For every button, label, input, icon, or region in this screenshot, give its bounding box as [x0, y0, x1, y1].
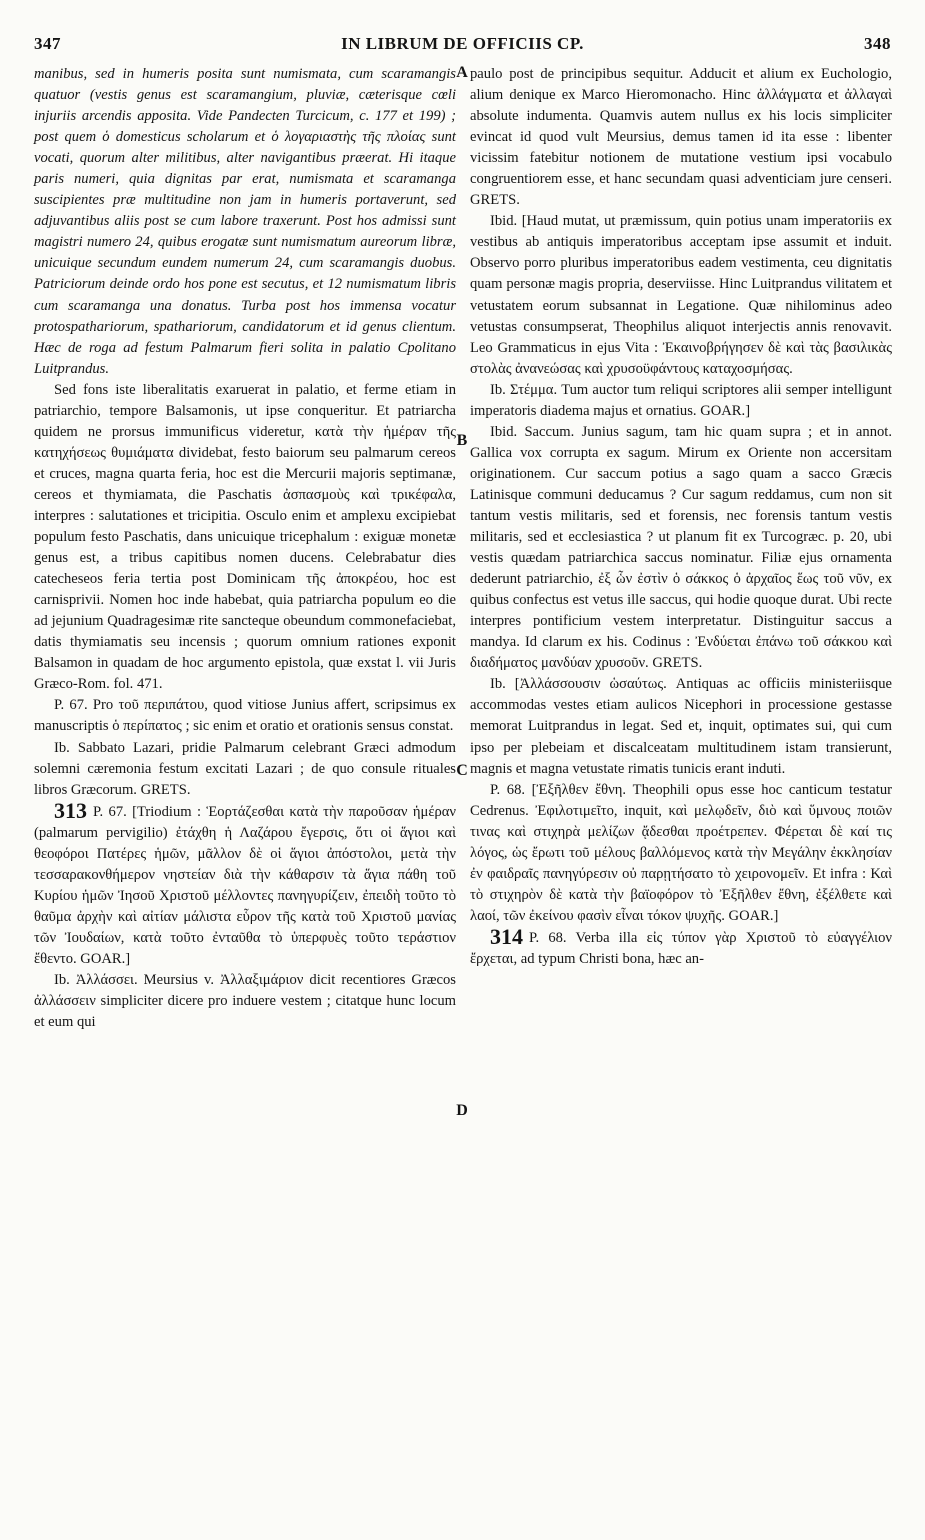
- paragraph: Ib. Sabbato Lazari, pridie Palmarum celebrant Græci admodum solemni cæremonia festum excitati Lazari ; de quo consule rituales libros Græcorum. GRETS.: [34, 739, 456, 798]
- margin-letter-d: D: [456, 1102, 468, 1119]
- note-number: 313: [54, 797, 87, 823]
- paragraph: Ibid. [Haud mutat, ut præmissum, quin potius unam imperatoriis ex vestibus ab antiquis imperatoribus acceptam ipse assumit et induit. Observo porro pluribus imperatoribus eadem vestimenta, ceu dignitatis quam personæ magis propria, deserviisse. Hinc Luitprandus vilitatem et vetustatem eorum subsannat in Legatione. Quæ nihilominus adeo vetustas consumpserat, Theophilus aliquot interjectis annis renovavit. Leo Grammaticus in ejus Vita : Ἐκαινοβρήγησεν δὲ καὶ τὰς βασιλικὰς στολὰς ἀνανεώσας καὶ χρυσοϋφάντους καταχοσμήσας.: [470, 213, 892, 377]
- paragraph: Ib. Στέμμα. Tum auctor tum reliqui scriptores alii semper intelligunt imperatoris diadema majus et ornatius. GOAR.]: [470, 381, 892, 419]
- margin-letter-c: C: [456, 762, 468, 779]
- paragraph: manibus, sed in humeris posita sunt numismata, cum scaramangis quatuor (vestis genus est scaramangium, pluviæ, cæterisque cœli injuriis arcendis apposita. Vide Pandecten Turcicum, c. 177 et 199) ; post quem ὁ domesticus scholarum et ὁ λογαριαστὴς τῆς πλοίας sunt vocati, quorum alter militibus, alter navigantibus præerat. Hi itaque paris numeri, quia dignitas par erat, numismata et scaramanga suscipientes præ multitudine non jam in humeris portaverunt, sed adjuvantibus aliis post se cum labore traxerunt. Post hos admissi sunt magistri numero 24, quibus erogatæ sunt numismatum aureorum libræ, unicuique secundum eundem numerum 24, cum scaramangis duobus. Patriciorum deinde ordo hos pone est secutus, et 12 numismatum libris cum scaramanga una donatus. Turba post hos immensa vocatur protospathariorum, spathariorum, candidatorum et id genus clientum. Hæc de roga ad festum Palmarum fieri solita in palatio Cpolitano Luitprandus.: [34, 66, 456, 377]
- paragraph: P. 68. [Ἐξῆλθεν ἔθνη. Theophili opus esse hoc canticum testatur Cedrenus. Ἐφιλοτιμεῖτο, inquit, καὶ μελῳδεῖν, διὸ καὶ ὕμνους ποιῶν τινας καὶ στιχηρὰ μελίζων ᾄδεσθαι προέτρεπεν. Φέρεται δὲ καί τις λόγος, ὡς ἔρωτι τοῦ μέλους βαλλόμενος κατὰ τὴν Μεγάλην ἐκκλησίαν ἐν φαιδραῖς πανηγύρεσιν οὐ παρῃτήσατο τὸ χειρονομεῖν. Et infra : Καὶ τὸ στιχηρὸν δὲ κατὰ τὴν βαϊοφόρον τὸ Ἐξῆλθεν ἔθνη, ἐξέλθετε καὶ λαοί, τῶν ἐκείνου φασὶν εἶναι τόκον ψυχῆς. GOAR.]: [470, 781, 892, 924]
- paragraph: P. 67. Pro τοῦ περιπάτου, quod vitiose Junius affert, scripsimus ex manuscriptis ὁ περίπατος ; sic enim et oratio et orationis sensus constat.: [34, 697, 456, 735]
- note-paragraph: [470, 923, 892, 970]
- paragraph-text: P. 67. [Triodium : Ἑορτάζεσθαι κατὰ τὴν παροῦσαν ἡμέραν (palmarum pervigilio) ἐτάχθη ἡ Λαζάρου ἔγερσις, ὅτι οἱ ἅγιοι καὶ θεοφόροι Πατέρες ἡμῶν, μᾶλλον δὲ οἱ ἅγιοι ἀπόστολοι, μετὰ τὴν τεσσαρακονθήμερον νηστείαν διὰ τὴν κάθαρσιν τὰ ἅγια πάθη τοῦ Κυρίου ἡμῶν Ἰησοῦ Χριστοῦ μέλλοντες πανηγυρίζειν, ἐπειδὴ τοῦτο τὸ θαῦμα ἀρχὴν καὶ αἰτίαν μάλιστα εὗρον τῆς κατὰ τοῦ Χριστοῦ μανίας τῶν Ἰουδαίων, κατὰ τοῦτο ἐνταῦθα τὸ ὑπερφυὲς τοῦτο τεράστιον ἔθεντο. GOAR.]: [34, 803, 456, 967]
- paragraph: Ibid. Saccum. Junius sagum, tam hic quam supra ; et in annot. Gallica vox corrupta ex sagum. Mirum ex Oriente non accersitam originationem. Cur saccum potius a sago quam a sacco Græcis Latinisque communi deducamus ? Cur sagum reddamus, cum non sit tantum vestis militaris, sed et forensis, nec forensis tantum vestis militaris, sed et ecclesiastica ? ut planum fit ex Turcogræc. p. 20, ubi vestis quædam patriarchica saccus nominatur. Filiæ ejus ornamenta dederunt patriarchio, ἐξ ὧν ἐστὶν ὁ σάκκος ὁ ἀρχαῖος ἕως τοῦ νῦν, ex quibus confectus est vetus ille saccus, qui hodie quoque durat. Ubi recte interpres pontificium vestem interpretatur. Distinguitur saccus a mandya. Id clarum ex his. Codinus : Ἐνδύεται ἐπάνω τοῦ σάκκου καὶ διαδήματος μανδύαν χρυσοῦν. GRETS.: [470, 423, 892, 672]
- paragraph: Ib. [Ἀλλάσσουσιν ὡσαύτως. Antiquas ac officiis ministeriisque accommodas vestes etiam aulicos Nicephori in processione gestasse memorat Luitprandus in legat. Sed et, inquit, optimates sui, qui cum ipso per plebeiam et discalceatam multitudinem istam transierunt, magnis et magna vetustate rimatis tunicis erant induti.: [470, 676, 892, 777]
- left-column: [34, 64, 456, 1033]
- page-number-left: 347: [34, 34, 61, 53]
- paragraph: Ib. Ἀλλάσσει. Meursius v. Ἀλλαξιμάριον dicit recentiores Græcos ἀλλάσσειν simpliciter dicere pro induere vestem ; citatque hunc locum et eum qui: [34, 972, 456, 1031]
- running-title: IN LIBRUM DE OFFICIIS CP.: [341, 34, 584, 53]
- running-head: [34, 34, 891, 64]
- note-number: 314: [490, 923, 523, 949]
- right-column: [470, 64, 892, 970]
- page-number-right: 348: [864, 34, 891, 53]
- margin-letter-b: B: [456, 432, 468, 449]
- paragraph: Sed fons iste liberalitatis exaruerat in palatio, et ferme etiam in patriarchio, tempore Balsamonis, ut ipse conqueritur. Et patriarcha quidem ne prorsus immunificus videretur, κατὰ τὴν ἡμέραν τῆς κατηχήσεως θυμιάματα dividebat, festo baiorum seu palmarum cereos et cruces, magna quarta feria, hoc est die Mercurii majoris septimanæ, cereos et thymiamata, die Paschatis ἀσπασμοὺς καὶ τρικέφαλα, interpres : salutationes et tricipitia. Osculo enim et amplexu excipiebat populum festo Paschatis, dans unicuique tricephalum : exiguæ monetæ genus est, a tribus capitibus nomen ducens. Celebrabatur dies catecheseos feria tertia post Dominicam τῆς ἀποκρέου, hoc est carnisprivii. Nomen hoc inde habebat, quia patriarcha populum eo die ad jejunium Quadragesimæ rite sancteque obeundum commonefaciebat, datis thymiamatis seu incensis ; quorum omnium rationes exponit Balsamon in quadam de hoc argumento epistola, quæ exstat l. vii Juris Græco-Rom. fol. 471.: [34, 381, 456, 693]
- paragraph-text: P. 68. Verba illa εἰς τύπον γὰρ Χριστοῦ τὸ εὐαγγέλιον ἔρχεται, ad typum Christi bona, hæc an-: [470, 929, 892, 967]
- note-paragraph: [34, 797, 456, 970]
- margin-letter-a: A: [456, 64, 468, 81]
- paragraph: paulo post de principibus sequitur. Adducit et alium ex Euchologio, alium denique ex Marco Hieromonacho. Hinc ἀλλάγματα et ἀλλαγαὶ absolute indumenta. Quamvis autem nullus ex his locis simpliciter evincat id quod vult Meursius, demus tamen id ita esse : libenter vicissim fatebitur notionem de mutatione vestium ipsi vocabulo congruentiorem esse, et hanc secundam quasi adventiciam jure censeri. GRETS.: [470, 66, 892, 209]
